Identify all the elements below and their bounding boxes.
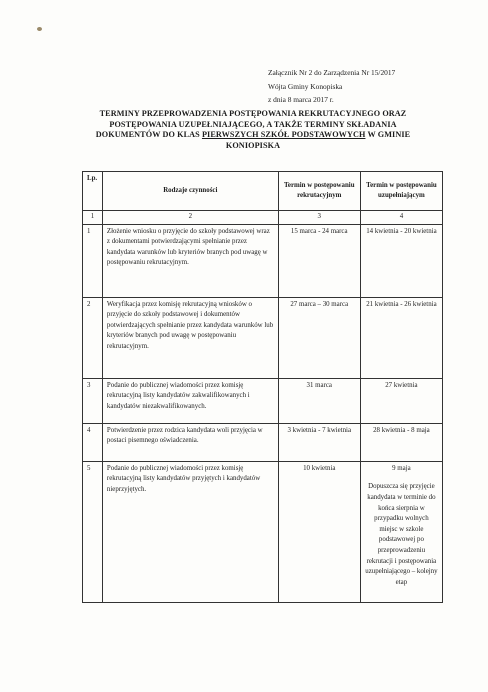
- header-supplementary: Termin w postępowaniu uzupełniającym: [360, 172, 442, 211]
- document-header: [268, 66, 395, 107]
- schedule-table: [82, 171, 443, 603]
- column-number-row: [83, 211, 443, 225]
- header-line-date: z dnia 8 marca 2017 r.: [268, 95, 334, 104]
- row-supplementary-date: 9 maja: [392, 465, 411, 472]
- header-lp: Lp.: [83, 172, 103, 211]
- row-supplementary-date: 28 kwietnia - 8 maja: [360, 424, 442, 462]
- row-supplementary-date: 27 kwietnia: [360, 379, 442, 424]
- row-recruitment-date: 3 kwietnia - 7 kwietnia: [278, 424, 360, 462]
- row-number: 3: [83, 379, 103, 424]
- row-number: 5: [83, 462, 103, 603]
- row-recruitment-date: 31 marca: [278, 379, 360, 424]
- table-row: [83, 424, 443, 462]
- header-line-attachment: Załącznik Nr 2 do Zarządzenia Nr 15/2017: [268, 68, 396, 77]
- row-supplementary-date: 14 kwietnia - 20 kwietnia: [360, 225, 442, 298]
- row-activity: Podanie do publicznej wiadomości przez komisję rekrutacyjną listy kandydatów przyjętych i kandydatów nieprzyjętych.: [102, 462, 278, 603]
- header-recruitment: Termin w postępowaniu rekrutacyjnym: [278, 172, 360, 211]
- col-number-4: 4: [360, 211, 442, 225]
- col-number-1: 1: [83, 211, 103, 225]
- table-row: [83, 298, 443, 379]
- scan-speck: [37, 27, 42, 31]
- row-number: 1: [83, 225, 103, 298]
- col-number-3: 3: [278, 211, 360, 225]
- row-activity: Potwierdzenie przez rodzica kandydata woli przyjęcia w postaci pisemnego oświadczenia.: [102, 424, 278, 462]
- row-number: 4: [83, 424, 103, 462]
- row-recruitment-date: 27 marca – 30 marca: [278, 298, 360, 379]
- row-supplementary-date: 21 kwietnia - 26 kwietnia: [360, 298, 442, 379]
- title-part1: TERMINY PRZEPROWADZENIA POSTĘPOWANIA REKRUTACYJNEGO ORAZ POSTĘPOWANIA UZUPEŁNIAJĄCEGO, A TAKŻE TERMINY SKŁADANIA DOKUMENTÓW DO KLAS: [95, 109, 407, 139]
- table-row: [83, 225, 443, 298]
- col-number-2: 2: [102, 211, 278, 225]
- row-supplementary-note: Dopuszcza się przyjęcie kandydata w terminie do końca sierpnia w przypadku wolnych miejsc w szkole podstawowej po przeprowadzeniu rekrutacji i postępowania uzupełniającego – kolejny etap: [365, 483, 438, 586]
- row-recruitment-date: 15 marca - 24 marca: [278, 225, 360, 298]
- row-number: 2: [83, 298, 103, 379]
- header-line-authority: Wójta Gminy Konopiska: [268, 81, 343, 91]
- document-title: [88, 109, 418, 151]
- table-row: [83, 379, 443, 424]
- title-underlined: PIERWSZYCH SZKÓŁ PODSTAWOWYCH: [201, 130, 366, 139]
- table-row: [83, 462, 443, 603]
- header-activity: Rodzaje czynności: [102, 172, 278, 211]
- title-part2: W GMINIE KONIOPISKA: [225, 130, 411, 150]
- row-supplementary-cell: [360, 462, 442, 603]
- row-activity: Złożenie wniosku o przyjęcie do szkoły podstawowej wraz z dokumentami potwierdzającymi spełnianie przez kandydata warunków lub kryteriów branych pod uwagę w postępowaniu rekrutacyjnym.: [102, 225, 278, 298]
- row-activity: Podanie do publicznej wiadomości przez komisję rekrutacyjną listy kandydatów zakwalifikowanych i kandydatów niezakwalifikowanych.: [102, 379, 278, 424]
- row-activity: Weryfikacja przez komisję rekrutacyjną wniosków o przyjęcie do szkoły podstawowej i dokumentów potwierdzających spełnianie przez kandydata warunków lub kryteriów branych pod uwagę w postępowaniu rekrutacyjnym.: [102, 298, 278, 379]
- row-recruitment-date: 10 kwietnia: [278, 462, 360, 603]
- table-header-row: [83, 172, 443, 211]
